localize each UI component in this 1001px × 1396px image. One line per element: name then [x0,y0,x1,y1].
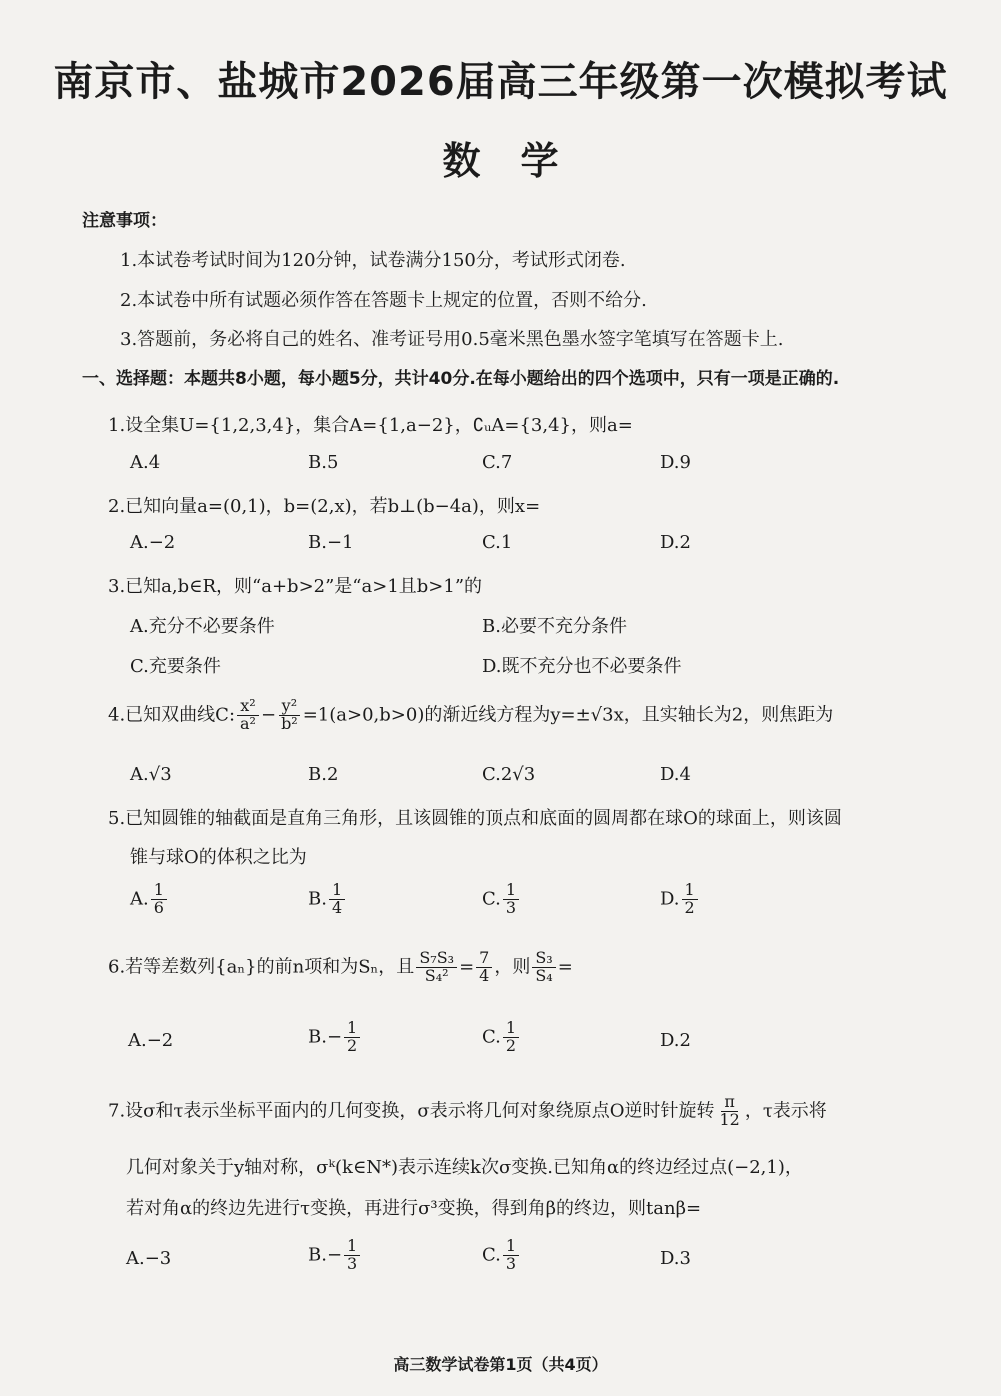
question-7-stem-line2: 几何对象关于y轴对称，σᵏ(k∈N*)表示连续k次σ变换.已知角α的终边经过点(−2,1)， [126,1157,803,1178]
question-7-stem-line3: 若对角α的终边先进行τ变换，再进行σ³变换，得到角β的终边，则tanβ= [126,1198,702,1219]
question-5-stem-line1: 5.已知圆锥的轴截面是直角三角形，且该圆锥的顶点和底面的圆周都在球O的球面上，则该圆 [108,808,842,829]
question-6-stem: 6.若等差数列{aₙ}的前n项和为Sₙ，且 $\frac{\text{S₇S₃}}{\text{S₄²}}$ = $\frac{7}{4}$ ，则 $\frac{\text{S₃}}{\text{S₄}}$ = [108,948,573,985]
page-footer: 高三数学试卷第1页（共4页） [393,1355,608,1374]
q3-option-a: A.充分不必要条件 [130,616,275,637]
subject-title: 数学 [442,139,599,183]
q7-option-b: B.− $\frac{1}{3}$ [308,1238,362,1273]
q6-option-d: D.2 [660,1030,691,1051]
notice-heading: 注意事项： [82,211,167,231]
q4-option-d: D.4 [660,764,691,785]
question-3-stem: 3.已知a,b∈R，则“a+b>2”是“a>1且b>1”的 [108,576,483,597]
q2-option-d: D.2 [660,532,691,553]
question-1-stem: 1.设全集U={1,2,3,4}，集合A={1,a−2}，∁ᵤA={3,4}，则a= [108,415,633,436]
q1-option-a: A.4 [130,452,161,473]
q7-option-d: D.3 [660,1248,691,1269]
q2-option-c: C.1 [482,532,513,553]
question-7-stem-line1: 7.设σ和τ表示坐标平面内的几何变换，σ表示将几何对象绕原点O逆时针旋转 $\frac{\pi}{12}$ ，τ表示将 [108,1092,827,1129]
q7-option-c: C. $\frac{1}{3}$ [482,1238,521,1273]
q1-option-d: D.9 [660,452,691,473]
q5-option-b: B. $\frac{1}{4}$ [308,882,347,917]
q3-option-b: B.必要不充分条件 [482,616,627,637]
notice-item-1: 1.本试卷考试时间为120分钟，试卷满分150分，考试形式闭卷. [120,250,626,271]
question-4-stem: 4.已知双曲线C: $\frac{\text{x²}}{\text{a²}}$ − $\frac{\text{y²}}{\text{b²}}$ =1(a>0,b>0)的渐近线方程为y=±√3x，且实轴长为2，则焦距为 [108,696,834,733]
q2-option-a: A.−2 [130,532,176,553]
q4-fraction-y: $\frac{\text{y²}}{\text{b²}}$ [278,698,301,733]
q7-option-a: A.−3 [126,1248,172,1269]
q5-option-d: D. $\frac{1}{2}$ [660,882,700,917]
q3-option-d: D.既不充分也不必要条件 [482,656,682,677]
q1-option-b: B.5 [308,452,339,473]
q5-option-c: C. $\frac{1}{3}$ [482,882,521,917]
q4-fraction-x: $\frac{\text{x²}}{\text{a²}}$ [237,698,259,733]
q4-option-c: C.2√3 [482,764,536,785]
q3-option-c: C.充要条件 [130,656,221,677]
exam-title: 南京市、盐城市2026届高三年级第一次模拟考试 [53,59,948,105]
question-5-stem-line2: 锥与球O的体积之比为 [130,847,307,868]
q6-option-a: A.−2 [128,1030,174,1051]
q2-option-b: B.−1 [308,532,354,553]
notice-item-2: 2.本试卷中所有试题必须作答在答题卡上规定的位置，否则不给分. [120,290,647,311]
q4-option-b: B.2 [308,764,339,785]
q1-option-c: C.7 [482,452,513,473]
q4-option-a: A.√3 [130,764,172,785]
q6-option-c: C. $\frac{1}{2}$ [482,1020,521,1055]
question-2-stem: 2.已知向量a=(0,1)，b=(2,x)，若b⊥(b−4a)，则x= [108,496,541,517]
notice-item-3: 3.答题前，务必将自己的姓名、准考证号用0.5毫米黑色墨水签字笔填写在答题卡上. [120,329,784,350]
q6-option-b: B.− $\frac{1}{2}$ [308,1020,362,1055]
q5-option-a: A. $\frac{1}{6}$ [130,882,169,917]
section-heading: 一、选择题：本题共8小题，每小题5分，共计40分.在每小题给出的四个选项中，只有一项是正确的. [82,369,840,389]
